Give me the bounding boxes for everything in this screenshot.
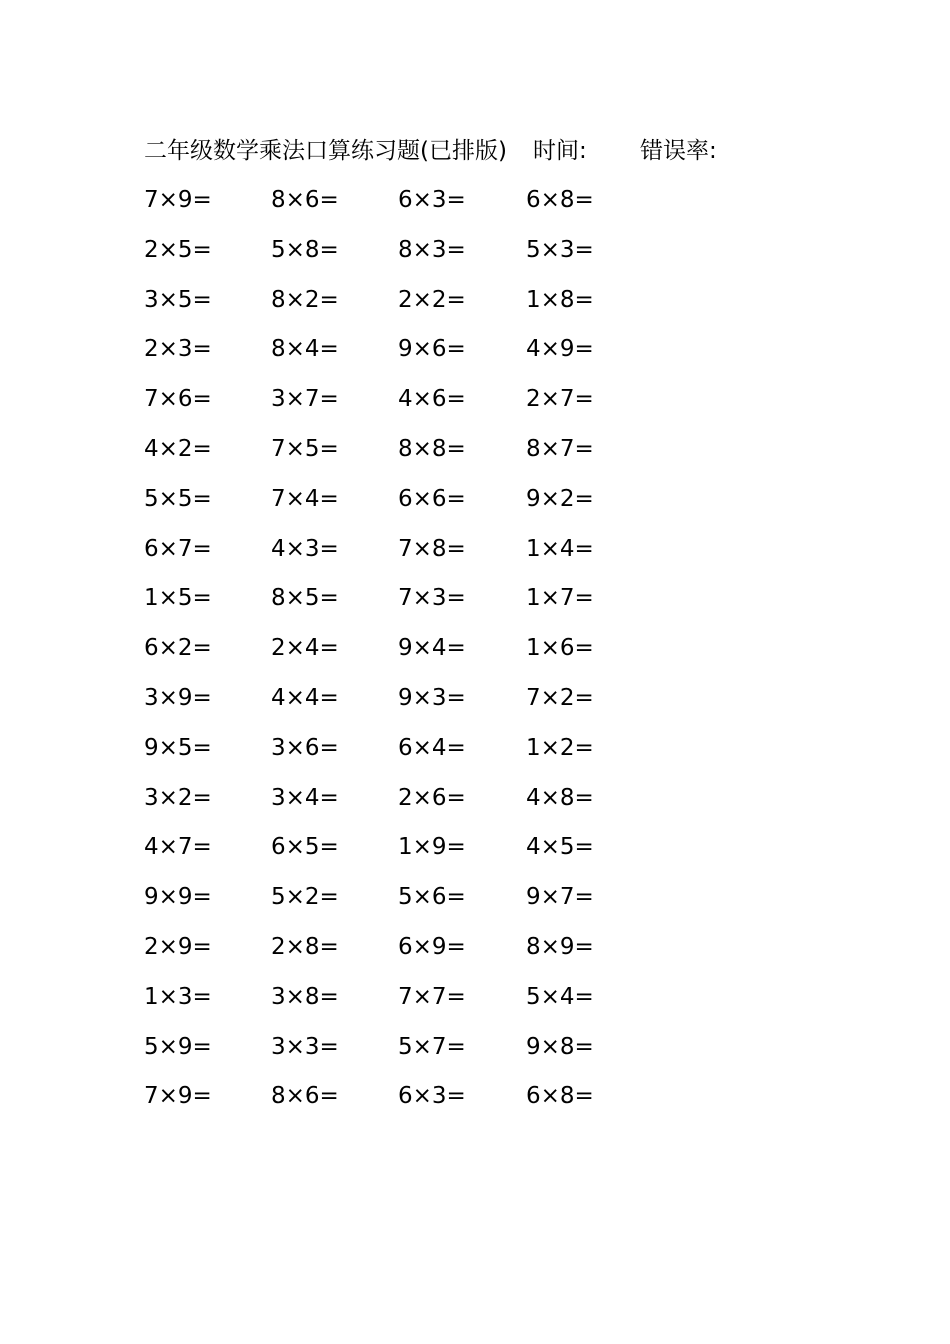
problem-item: 3×3=: [271, 1033, 339, 1060]
problem-item: 1×9=: [398, 834, 466, 861]
problem-item: 2×6=: [398, 784, 466, 811]
problem-item: 2×4=: [271, 635, 339, 662]
problem-row: [144, 581, 664, 631]
problem-item: 3×6=: [271, 734, 339, 761]
problem-item: 9×8=: [526, 1033, 594, 1060]
problem-item: 6×3=: [398, 187, 466, 213]
problem-item: 3×2=: [144, 784, 212, 811]
problem-item: 8×5=: [271, 585, 339, 612]
problem-row: [144, 332, 664, 382]
problem-row: [144, 183, 664, 233]
problem-item: 9×4=: [398, 635, 466, 662]
time-label: 时间:: [533, 138, 587, 164]
problem-row: [144, 930, 664, 980]
problem-row: [144, 532, 664, 582]
problem-item: 2×9=: [144, 933, 212, 960]
problem-item: 7×4=: [271, 485, 339, 512]
problem-item: 1×2=: [526, 734, 594, 761]
problem-item: 2×8=: [271, 933, 339, 960]
problem-item: 9×5=: [144, 734, 212, 761]
problem-item: 4×4=: [271, 684, 339, 711]
problem-item: 7×9=: [144, 1083, 212, 1110]
problem-item: 5×4=: [526, 983, 594, 1010]
problem-item: 8×3=: [398, 236, 466, 263]
problem-item: 1×6=: [526, 635, 594, 662]
problem-item: 4×2=: [144, 435, 212, 462]
problem-item: 3×7=: [271, 386, 339, 413]
problem-item: 9×7=: [526, 884, 594, 911]
problem-row: [144, 233, 664, 283]
problem-row: [144, 1030, 664, 1080]
problem-row: [144, 731, 664, 781]
problem-row: [144, 830, 664, 880]
problem-item: 2×2=: [398, 286, 466, 313]
problem-item: 3×5=: [144, 286, 212, 313]
problem-item: 1×7=: [526, 585, 594, 612]
problem-item: 6×4=: [398, 734, 466, 761]
problem-item: 8×9=: [526, 933, 594, 960]
problem-row: [144, 1079, 664, 1129]
problem-item: 1×8=: [526, 286, 594, 313]
problem-row: [144, 980, 664, 1030]
problem-item: 4×3=: [271, 535, 339, 562]
problem-item: 1×5=: [144, 585, 212, 612]
problem-item: 6×7=: [144, 535, 212, 562]
problem-item: 7×6=: [144, 386, 212, 413]
problem-item: 4×6=: [398, 386, 466, 413]
problem-item: 5×3=: [526, 236, 594, 263]
problem-item: 7×9=: [144, 187, 212, 213]
problem-grid: [144, 183, 664, 1129]
problem-item: 2×7=: [526, 386, 594, 413]
problem-item: 6×3=: [398, 1083, 466, 1110]
problem-item: 9×3=: [398, 684, 466, 711]
problem-row: [144, 781, 664, 831]
problem-item: 5×2=: [271, 884, 339, 911]
problem-row: [144, 880, 664, 930]
problem-item: 8×8=: [398, 435, 466, 462]
problem-item: 5×9=: [144, 1033, 212, 1060]
problem-row: [144, 382, 664, 432]
problem-item: 6×8=: [526, 187, 594, 213]
problem-item: 5×5=: [144, 485, 212, 512]
problem-row: [144, 432, 664, 482]
problem-item: 4×5=: [526, 834, 594, 861]
problem-item: 8×4=: [271, 336, 339, 363]
problem-item: 6×2=: [144, 635, 212, 662]
problem-item: 6×5=: [271, 834, 339, 861]
error-rate-label: 错误率:: [640, 138, 717, 164]
problem-item: 9×6=: [398, 336, 466, 363]
problem-row: [144, 681, 664, 731]
worksheet-title: 二年级数学乘法口算练习题(已排版): [144, 138, 507, 164]
problem-item: 1×3=: [144, 983, 212, 1010]
problem-item: 7×2=: [526, 684, 594, 711]
problem-item: 5×8=: [271, 236, 339, 263]
problem-item: 7×5=: [271, 435, 339, 462]
problem-item: 7×3=: [398, 585, 466, 612]
problem-item: 6×9=: [398, 933, 466, 960]
problem-item: 6×8=: [526, 1083, 594, 1110]
problem-item: 5×7=: [398, 1033, 466, 1060]
problem-item: 3×8=: [271, 983, 339, 1010]
problem-item: 3×4=: [271, 784, 339, 811]
problem-item: 5×6=: [398, 884, 466, 911]
problem-item: 9×2=: [526, 485, 594, 512]
problem-item: 2×5=: [144, 236, 212, 263]
problem-item: 8×2=: [271, 286, 339, 313]
problem-item: 7×7=: [398, 983, 466, 1010]
problem-item: 4×9=: [526, 336, 594, 363]
problem-item: 2×3=: [144, 336, 212, 363]
problem-item: 3×9=: [144, 684, 212, 711]
problem-row: [144, 283, 664, 333]
problem-item: 7×8=: [398, 535, 466, 562]
problem-item: 9×9=: [144, 884, 212, 911]
problem-item: 6×6=: [398, 485, 466, 512]
problem-item: 1×4=: [526, 535, 594, 562]
problem-item: 4×8=: [526, 784, 594, 811]
problem-item: 8×6=: [271, 187, 339, 213]
problem-item: 8×6=: [271, 1083, 339, 1110]
problem-item: 8×7=: [526, 435, 594, 462]
problem-item: 4×7=: [144, 834, 212, 861]
problem-row: [144, 631, 664, 681]
problem-row: [144, 482, 664, 532]
